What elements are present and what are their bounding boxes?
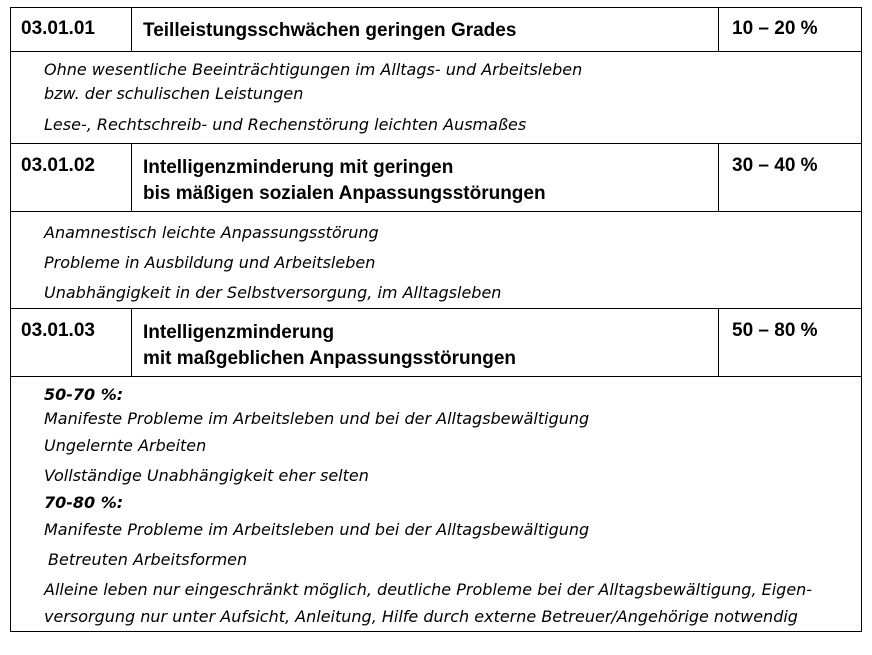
row-title-line: mit maßgeblichen Anpassungsstörungen	[143, 348, 517, 369]
row-description	[11, 52, 861, 144]
description-line: bzw. der schulischen Leistungen	[44, 84, 304, 103]
description-line: Probleme in Ausbildung und Arbeitsleben	[44, 253, 376, 272]
row-percent: 50 – 80 %	[732, 320, 818, 341]
description-line: Unabhängigkeit in der Selbstversorgung, im Alltagsleben	[44, 283, 502, 302]
description-line: Ohne wesentliche Beeinträchtigungen im Alltags- und Arbeitsleben	[44, 60, 583, 79]
description-line: Betreuten Arbeitsformen	[48, 550, 248, 569]
description-line: Ungelernte Arbeiten	[44, 436, 207, 455]
row-header	[11, 144, 861, 212]
classification-table	[10, 7, 862, 632]
description-line: Vollständige Unabhängigkeit eher selten	[44, 466, 369, 485]
row-header	[11, 8, 861, 52]
row-description	[11, 377, 861, 631]
row-code: 03.01.01	[11, 8, 132, 51]
row-title-line: Intelligenzminderung	[143, 322, 335, 343]
description-line: Manifeste Probleme im Arbeitsleben und bei der Alltagsbewältigung	[44, 520, 590, 539]
row-title-line: Teilleistungsschwächen geringen Grades	[143, 20, 517, 41]
row-title	[132, 309, 719, 376]
subrange-label: 50-70 %:	[44, 385, 124, 404]
description-line: Alleine leben nur eingeschränkt möglich, deutliche Probleme bei der Alltagsbewältigung, Eigen-	[44, 580, 813, 599]
row-code: 03.01.02	[11, 144, 132, 211]
description-line: versorgung nur unter Aufsicht, Anleitung, Hilfe durch externe Betreuer/Angehörige notwendig	[44, 607, 798, 626]
row-code: 03.01.03	[11, 309, 132, 376]
row-description	[11, 212, 861, 309]
row-header	[11, 309, 861, 377]
description-line: Lese-, Rechtschreib- und Rechenstörung leichten Ausmaßes	[44, 115, 527, 134]
row-title-line: bis mäßigen sozialen Anpassungsstörungen	[143, 183, 546, 204]
row-percent: 30 – 40 %	[732, 155, 818, 176]
description-line: Manifeste Probleme im Arbeitsleben und bei der Alltagsbewältigung	[44, 409, 590, 428]
row-percent: 10 – 20 %	[732, 18, 818, 39]
row-title	[132, 144, 719, 211]
subrange-label: 70-80 %:	[44, 493, 124, 512]
row-title-line: Intelligenzminderung mit geringen	[143, 157, 454, 178]
description-line: Anamnestisch leichte Anpassungsstörung	[44, 223, 379, 242]
row-title	[132, 8, 719, 51]
